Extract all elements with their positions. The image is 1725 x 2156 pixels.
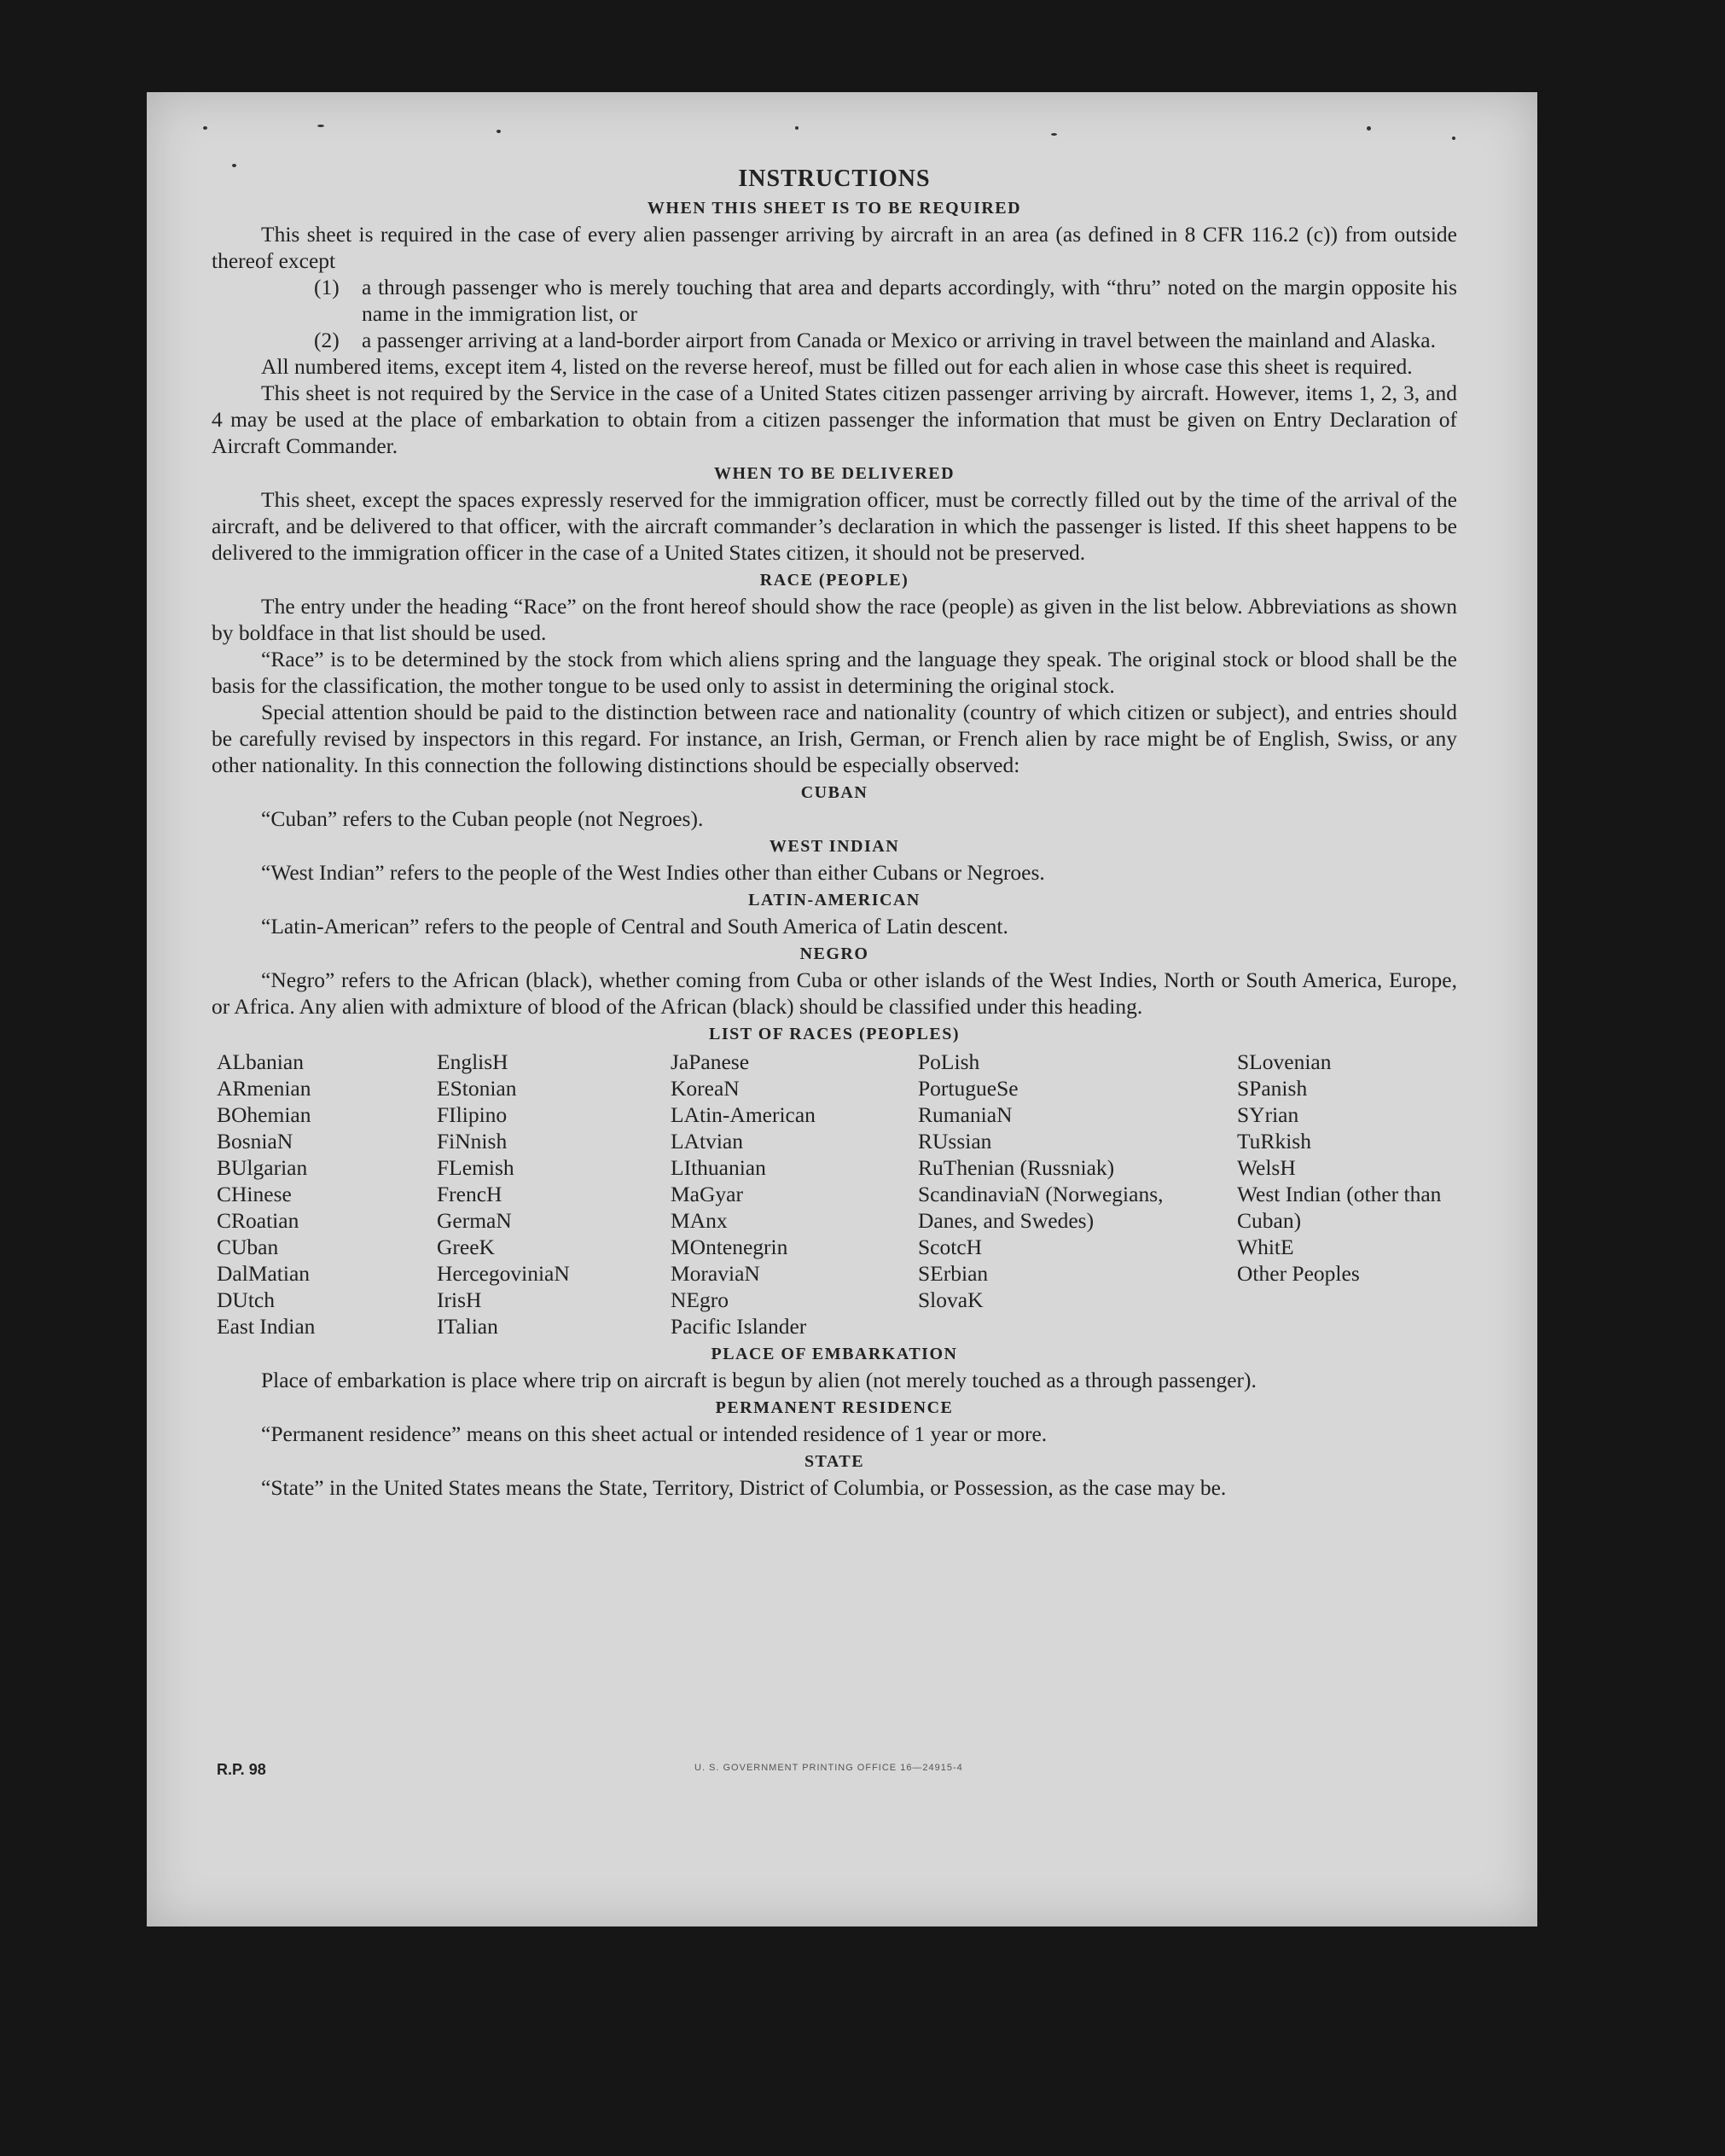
race-entry: Pacific Islander: [671, 1314, 807, 1339]
printer-imprint: U. S. GOVERNMENT PRINTING OFFICE 16—24915-4: [694, 1763, 963, 1773]
race-entry: BosniaN: [217, 1129, 293, 1154]
race-entry: ARmenian: [217, 1076, 311, 1101]
race-entry: ALbanian: [217, 1049, 304, 1074]
races-column: [437, 1049, 671, 1340]
race-entry: EnglisH: [437, 1049, 508, 1074]
race-entry: DalMatian: [217, 1261, 311, 1286]
race-entry: GreeK: [437, 1235, 495, 1259]
document-sheet: [147, 92, 1537, 1926]
race-entry: CRoatian: [217, 1208, 299, 1233]
race-entry: SYrian: [1237, 1102, 1299, 1127]
race-entry: CUban: [217, 1235, 279, 1259]
race-entry: FIlipino: [437, 1102, 508, 1127]
paragraph: “Permanent residence” means on this sheet actual or intended residence of 1 year or more.: [261, 1421, 1048, 1446]
race-entry: RumaniaN: [918, 1102, 1013, 1127]
race-entry: HercegoviniaN: [437, 1261, 570, 1286]
race-entry: SlovaK: [918, 1287, 984, 1312]
races-column: [918, 1049, 1237, 1340]
races-column: [671, 1049, 918, 1340]
races-column: [212, 1049, 437, 1340]
race-entry: MoraviaN: [671, 1261, 760, 1286]
races-column: [1237, 1049, 1459, 1340]
race-entry: GermaN: [437, 1208, 512, 1233]
heading-when-delivered: WHEN TO BE DELIVERED: [713, 464, 955, 483]
list-item: [212, 274, 1457, 327]
footer: [217, 1761, 1411, 1779]
heading-negro: NEGRO: [799, 944, 869, 963]
item-number: (2): [314, 328, 340, 352]
race-entry: PortugueSe: [918, 1076, 1019, 1101]
race-entry: West Indian (other than Cuban): [1237, 1182, 1442, 1233]
race-entry: FrencH: [437, 1182, 502, 1206]
race-entry: SErbian: [918, 1261, 989, 1286]
paragraph: “West Indian” refers to the people of the West Indies other than either Cubans or Negroes.: [261, 860, 1045, 885]
heading-embarkation: PLACE OF EMBARKATION: [711, 1345, 958, 1363]
form-code: R.P. 98: [217, 1761, 266, 1778]
paragraph: “Cuban” refers to the Cuban people (not Negroes).: [261, 806, 704, 831]
race-entry: MAnx: [671, 1208, 728, 1233]
races-table: [212, 1049, 1457, 1340]
heading-cuban: CUBAN: [800, 783, 868, 802]
heading-race: RACE (PEOPLE): [759, 571, 909, 590]
page-title: INSTRUCTIONS: [738, 166, 931, 192]
race-entry: EStonian: [437, 1076, 517, 1101]
race-entry: Other Peoples: [1237, 1261, 1360, 1286]
paragraph: Special attention should be paid to the distinction between race and nationality (country of which citizen or subject), and entries should be carefully revised by inspectors in this regard. For instance, an Irish, German, or French alien by race might be of English, Swiss, or any other nationality. In this connection the following distinctions should be especially observed:: [212, 700, 1457, 777]
paragraph: Place of embarkation is place where trip on aircraft is begun by alien (not merely touched as a through passenger).: [261, 1368, 1257, 1392]
race-entry: LAtin-American: [671, 1102, 816, 1127]
race-entry: IrisH: [437, 1287, 482, 1312]
race-entry: PoLish: [918, 1049, 980, 1074]
race-entry: TuRkish: [1237, 1129, 1311, 1154]
item-text: a through passenger who is merely touching that area and departs accordingly, with “thru” noted on the margin opposite his name in the immigration list, or: [362, 275, 1457, 326]
race-entry: CHinese: [217, 1182, 292, 1206]
paragraph: “State” in the United States means the State, Territory, District of Columbia, or Possession, as the case may be.: [261, 1475, 1227, 1500]
race-entry: KoreaN: [671, 1076, 740, 1101]
race-entry: East Indian: [217, 1314, 316, 1339]
race-entry: ITalian: [437, 1314, 498, 1339]
race-entry: LIthuanian: [671, 1155, 766, 1180]
paragraph: This sheet is not required by the Service in the case of a United States citizen passenger arriving by aircraft. However, items 1, 2, 3, and 4 may be used at the place of embarkation to obtain from a citizen passenger the information that must be given on Entry Declaration of Aircraft Commander.: [212, 381, 1457, 458]
race-entry: LAtvian: [671, 1129, 743, 1154]
race-entry: SLovenian: [1237, 1049, 1332, 1074]
race-entry: SPanish: [1237, 1076, 1308, 1101]
item-number: (1): [314, 275, 340, 299]
paragraph: All numbered items, except item 4, listed on the reverse hereof, must be filled out for each alien in whose case this sheet is required.: [261, 354, 1413, 379]
paragraph: “Negro” refers to the African (black), whether coming from Cuba or other islands of the West Indies, North or South America, Europe, or Africa. Any alien with admixture of blood of the African (black) should be classified under this heading.: [212, 968, 1457, 1019]
paragraph: This sheet is required in the case of every alien passenger arriving by aircraft in an area (as defined in 8 CFR 116.2 (c)) from outside thereof except: [212, 222, 1457, 273]
list-item: [212, 327, 1457, 353]
race-entry: ScandinaviaN (Norwegians, Danes, and Swedes): [918, 1182, 1164, 1233]
race-entry: WhitE: [1237, 1235, 1294, 1259]
paragraph: The entry under the heading “Race” on the front hereof should show the race (people) as given in the list below. Abbreviations as shown by boldface in that list should be used.: [212, 594, 1457, 645]
instructions-body: [212, 166, 1457, 1501]
paragraph: “Latin-American” refers to the people of Central and South America of Latin descent.: [261, 914, 1008, 939]
race-entry: RUssian: [918, 1129, 992, 1154]
race-entry: MaGyar: [671, 1182, 743, 1206]
item-text: a passenger arriving at a land-border airport from Canada or Mexico or arriving in travel between the mainland and Alaska.: [362, 328, 1436, 352]
heading-west-indian: WEST INDIAN: [769, 837, 900, 856]
heading-list-of-races: LIST OF RACES (PEOPLES): [708, 1025, 960, 1043]
heading-state: STATE: [804, 1452, 865, 1471]
heading-when-required: WHEN THIS SHEET IS TO BE REQUIRED: [647, 199, 1022, 218]
heading-permanent-residence: PERMANENT RESIDENCE: [715, 1398, 954, 1417]
race-entry: FiNnish: [437, 1129, 508, 1154]
race-entry: JaPanese: [671, 1049, 750, 1074]
race-entry: WelsH: [1237, 1155, 1296, 1180]
race-entry: FLemish: [437, 1155, 514, 1180]
race-entry: BUlgarian: [217, 1155, 308, 1180]
heading-latin-american: LATIN-AMERICAN: [748, 891, 921, 909]
race-entry: DUtch: [217, 1287, 275, 1312]
race-entry: BOhemian: [217, 1102, 311, 1127]
race-entry: ScotcH: [918, 1235, 983, 1259]
race-entry: RuThenian (Russniak): [918, 1155, 1115, 1180]
paragraph: “Race” is to be determined by the stock from which aliens spring and the language they speak. The original stock or blood shall be the basis for the classification, the mother tongue to be used only to assist in determining the original stock.: [212, 647, 1457, 698]
paragraph: This sheet, except the spaces expressly reserved for the immigration officer, must be correctly filled out by the time of the arrival of the aircraft, and be delivered to that officer, with the aircraft commander’s declaration in which the passenger is listed. If this sheet happens to be delivered to the immigration officer in the case of a United States citizen, it should not be preserved.: [212, 487, 1457, 565]
race-entry: MOntenegrin: [671, 1235, 788, 1259]
race-entry: NEgro: [671, 1287, 729, 1312]
